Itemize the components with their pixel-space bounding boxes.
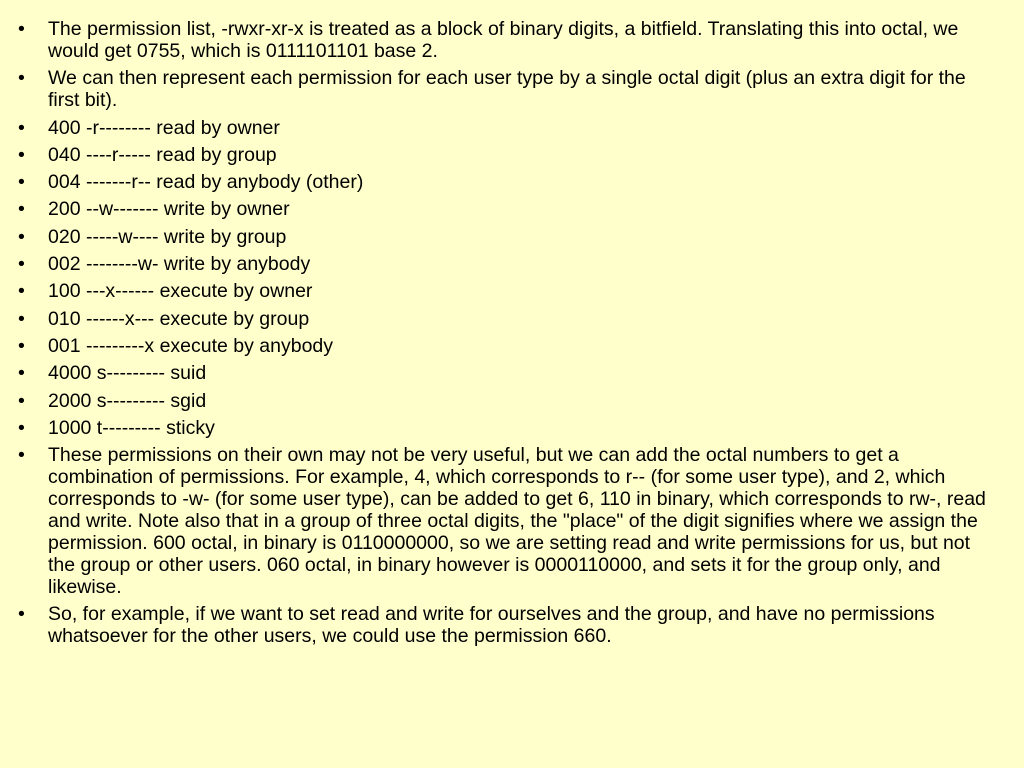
bullet-text: 002 --------w- write by anybody — [48, 253, 311, 276]
bullet-icon: • — [18, 603, 25, 626]
bullet-icon: • — [18, 280, 25, 303]
bullet-text: 400 -r-------- read by owner — [48, 116, 280, 139]
bullet-text: 2000 s--------- sgid — [48, 389, 207, 412]
bullet-icon: • — [18, 198, 25, 221]
bullet-text: 004 -------r-- read by anybody (other) — [48, 171, 364, 194]
bullet-text: 1000 t--------- sticky — [48, 416, 215, 439]
bullet-icon: • — [18, 416, 25, 439]
bullet-item — [0, 144, 1002, 166]
bullet-icon: • — [18, 444, 25, 467]
bullet-icon: • — [18, 307, 25, 330]
bullet-item — [0, 117, 1002, 139]
bullet-item — [0, 226, 1002, 248]
bullet-item — [0, 67, 1002, 111]
bullet-item — [0, 362, 1002, 384]
bullet-text: 200 --w------- write by owner — [48, 198, 290, 221]
bullet-text: We can then represent each permission for each user type by a single octal digit (plus an extra digit for the first bit). — [48, 67, 966, 112]
bullet-text: 040 ----r----- read by group — [48, 143, 277, 166]
bullet-icon: • — [18, 18, 25, 40]
bullet-icon: • — [18, 67, 25, 90]
bullet-item — [0, 253, 1002, 275]
bullet-text: 4000 s--------- suid — [48, 362, 207, 385]
bullet-icon: • — [18, 362, 25, 385]
bullet-item — [0, 18, 1002, 62]
bullet-icon: • — [18, 171, 25, 194]
bullet-icon: • — [18, 253, 25, 276]
bullet-item — [0, 198, 1002, 220]
bullet-icon: • — [18, 143, 25, 166]
bullet-text: 010 ------x--- execute by group — [48, 307, 310, 330]
bullet-list — [0, 18, 1002, 647]
bullet-item — [0, 280, 1002, 302]
bullet-item — [0, 417, 1002, 439]
bullet-text: So, for example, if we want to set read and write for ourselves and the group, and have no permissions whatsoever for the other users, we could use the permission 660. — [48, 603, 935, 648]
bullet-item — [0, 308, 1002, 330]
bullet-text: The permission list, -rwxr-xr-x is treated as a block of binary digits, a bitfield. Translating this into octal, we would get 0755, which is 0111101101 base 2. — [48, 18, 959, 62]
bullet-item — [0, 603, 1002, 647]
bullet-text: These permissions on their own may not be very useful, but we can add the octal numbers to get a combination of permissions. For example, 4, which corresponds to r-- (for some user type), and 2, which corresponds to -w- (for some user type), can be added to get 6, 110 in binary, which corresponds to rw-, read and write. Note also that in a group of three octal digits, the "place" of the digit signifies where we assign the permission. 600 octal, in binary is 0110000000, so we are setting read and write permissions for us, but not the group or other users. 060 octal, in binary however is 0000110000, and sets it for the group only, and likewise. — [48, 444, 986, 599]
bullet-icon: • — [18, 225, 25, 248]
bullet-item — [0, 335, 1002, 357]
bullet-text: 100 ---x------ execute by owner — [48, 280, 313, 303]
bullet-icon: • — [18, 116, 25, 139]
bullet-text: 020 -----w---- write by group — [48, 225, 287, 248]
bullet-item — [0, 171, 1002, 193]
bullet-icon: • — [18, 334, 25, 357]
bullet-text: 001 ---------x execute by anybody — [48, 334, 334, 357]
bullet-item — [0, 390, 1002, 412]
bullet-item — [0, 444, 1002, 598]
bullet-icon: • — [18, 389, 25, 412]
